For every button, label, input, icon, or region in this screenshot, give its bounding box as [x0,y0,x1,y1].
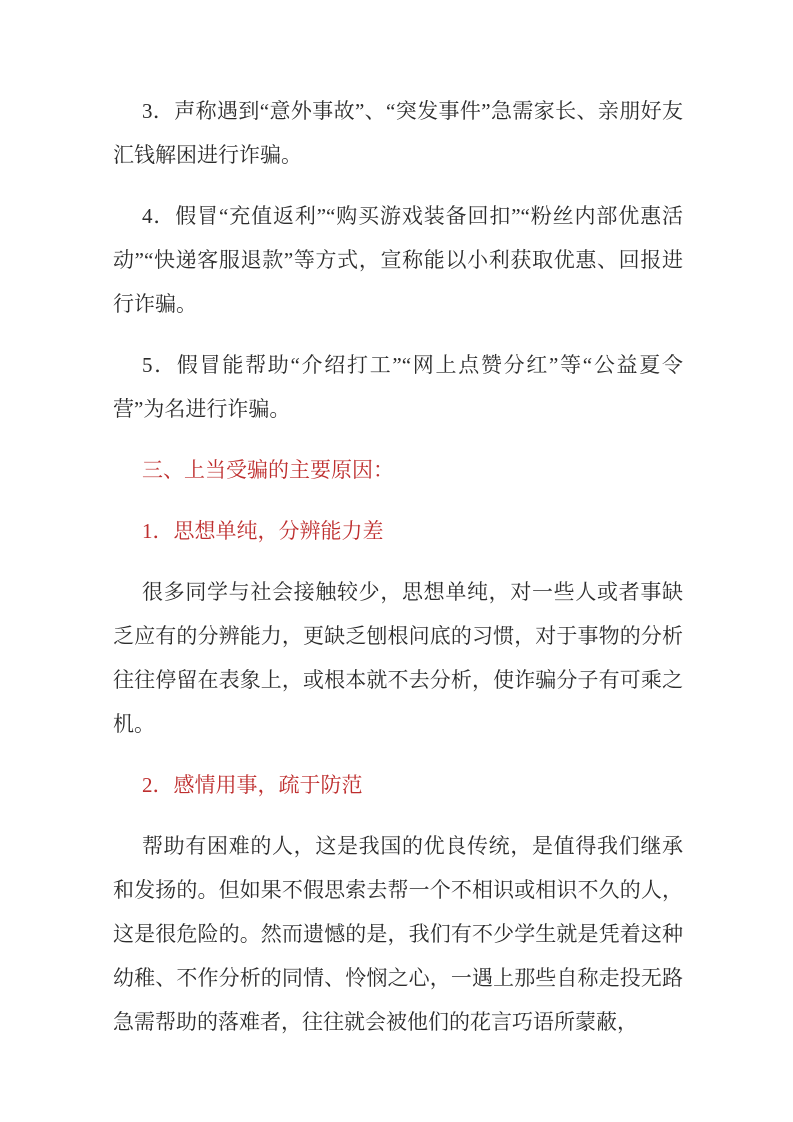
reason-1-body: 很多同学与社会接触较少，思想单纯，对一些人或者事缺乏应有的分辨能力，更缺乏刨根问底的习惯，对于事物的分析往往停留在表象上，或根本就不去分析，使诈骗分子有可乘之机。 [113,580,683,736]
reason-2-body: 帮助有困难的人，这是我国的优良传统，是值得我们继承和发扬的。但如果不假思索去帮一个不相识或相识不久的人，这是很危险的。然而遗憾的是，我们有不少学生就是凭着这种幼稚、不作分析的同情、怜悯之心，一遇上那些自称走投无路急需帮助的落难者，往往就会被他们的花言巧语所蒙蔽， [113,834,683,1034]
document-body [113,89,683,1044]
fraud-method-item-5: 5．假冒能帮助“介绍打工”“网上点赞分红”等“公益夏令营”为名进行诈骗。 [113,353,683,421]
reason-heading-2: 2．感情用事，疏于防范 [142,773,363,797]
reason-heading-1: 1．思想单纯，分辨能力差 [142,519,384,543]
fraud-method-item-3: 3．声称遇到“意外事故”、“突发事件”急需家长、亲朋好友汇钱解困进行诈骗。 [113,99,683,167]
section-heading-reasons: 三、上当受骗的主要原因： [142,458,394,482]
fraud-method-item-4: 4．假冒“充值返利”“购买游戏装备回扣”“粉丝内部优惠活动”“快递客服退款”等方式，宣称能以小利获取优惠、回报进行诈骗。 [113,204,683,316]
